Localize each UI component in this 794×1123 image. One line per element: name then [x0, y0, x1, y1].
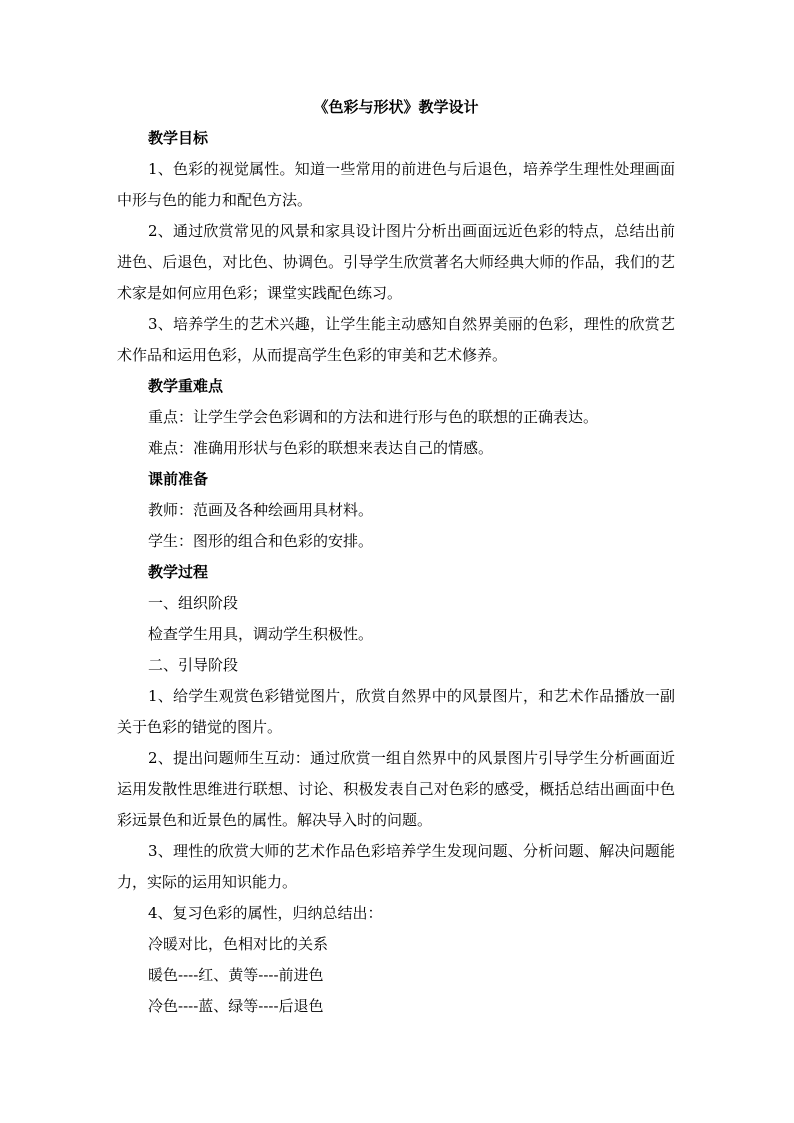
section-heading-goals: 教学目标 [148, 129, 209, 147]
process-item-4: 4、复习色彩的属性，归纳总结出： [148, 904, 383, 922]
process-item-3: 3、理性的欣赏大师的艺术作品色彩培养学生发现问题、分析问题、解决问题能力，实际的运用知识能力。 [117, 842, 675, 891]
process-stage-1: 一、组织阶段 [148, 594, 239, 612]
key-point-focus: 重点：让学生学会色彩调和的方法和进行形与色的联想的正确表达。 [148, 408, 599, 426]
summary-line-2: 暖色----红、黄等----前进色 [148, 966, 324, 984]
process-item-2: 2、提出问题师生互动：通过欣赏一组自然界中的风景图片引导学生分析画面近运用发散性思维进行联想、讨论、积极发表自己对色彩的感受，概括总结出画面中色彩远景色和近景色的属性。解决导入时的问题。 [117, 749, 675, 829]
section-heading-process: 教学过程 [148, 563, 209, 581]
goal-item-3: 3、培养学生的艺术兴趣，让学生能主动感知自然界美丽的色彩，理性的欣赏艺术作品和运用色彩，从而提高学生色彩的审美和艺术修养。 [117, 315, 675, 364]
goal-item-1: 1、色彩的视觉属性。知道一些常用的前进色与后退色，培养学生理性处理画面中形与色的能力和配色方法。 [117, 160, 675, 209]
process-stage-1-text: 检查学生用具，调动学生积极性。 [148, 625, 374, 643]
section-heading-preparation: 课前准备 [148, 470, 209, 488]
preparation-teacher: 教师：范画及各种绘画用具材料。 [148, 501, 374, 519]
section-heading-key-points: 教学重难点 [148, 377, 224, 395]
process-item-1: 1、给学生观赏色彩错觉图片，欣赏自然界中的风景图片，和艺术作品播放一副关于色彩的错觉的图片。 [117, 687, 675, 736]
summary-line-1: 冷暖对比，色相对比的关系 [148, 935, 329, 953]
document-title: 《色彩与形状》教学设计 [313, 98, 479, 116]
goal-item-2: 2、通过欣赏常见的风景和家具设计图片分析出画面远近色彩的特点，总结出前进色、后退色，对比色、协调色。引导学生欣赏著名大师经典大师的作品，我们的艺术家是如何应用色彩；课堂实践配色练习。 [117, 222, 675, 302]
summary-line-3: 冷色----蓝、绿等----后退色 [148, 997, 324, 1015]
preparation-student: 学生：图形的组合和色彩的安排。 [148, 532, 374, 550]
process-stage-2: 二、引导阶段 [148, 656, 239, 674]
key-point-difficulty: 难点：准确用形状与色彩的联想来表达自己的情感。 [148, 439, 494, 457]
document-page [117, 92, 675, 1022]
